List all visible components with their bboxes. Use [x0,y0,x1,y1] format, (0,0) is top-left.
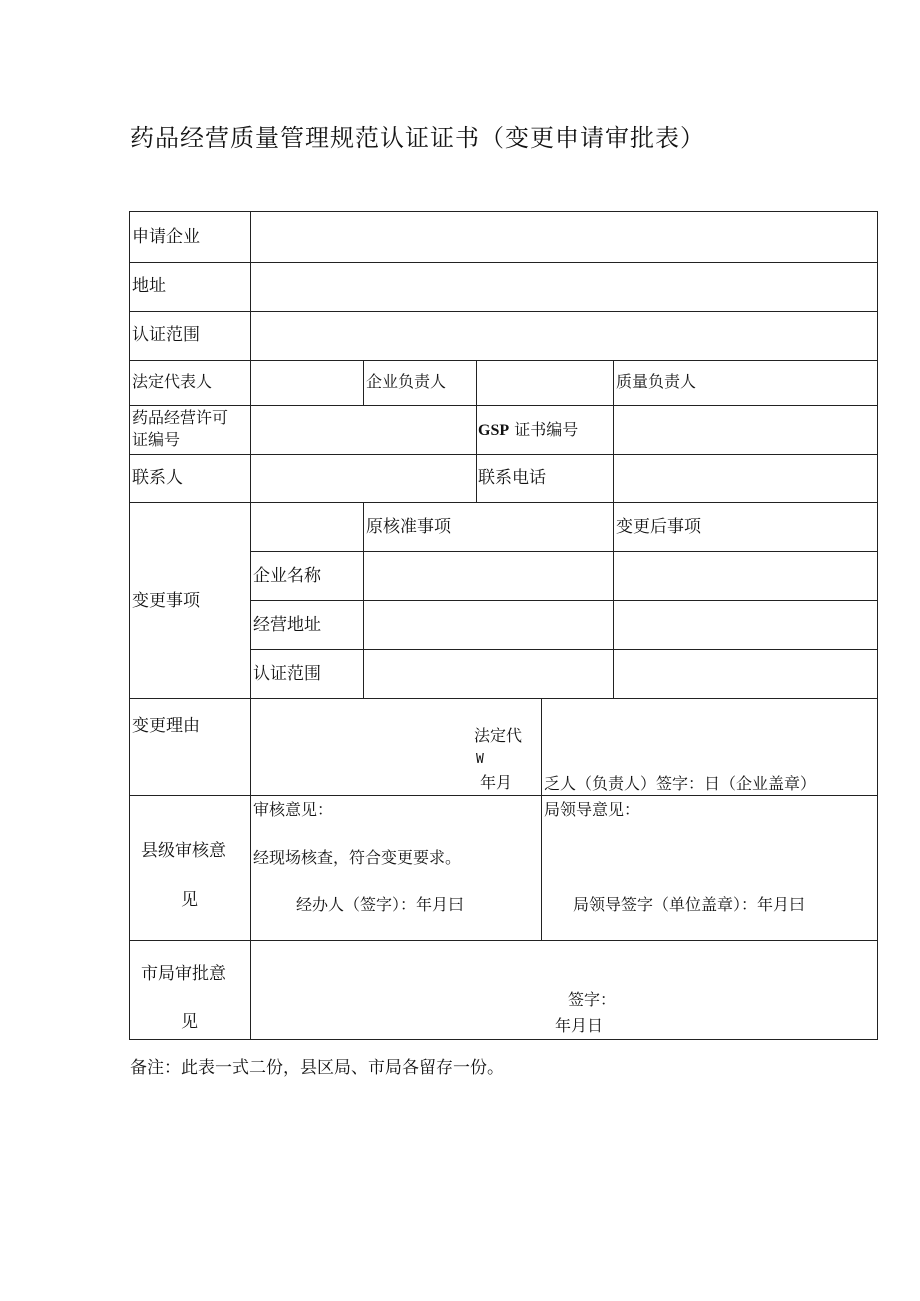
original-items-header: 原核准事项 [366,517,451,537]
leader-signature: 局领导签字（单位盖章）：年月曰 [573,895,806,914]
col-divider [250,212,251,1039]
row-divider [250,649,877,650]
reason-sig-date: 年月 [480,773,513,792]
quality-head-label: 质量负责人 [616,372,697,391]
address-label: 地址 [132,276,166,296]
row-divider [130,454,877,455]
city-signature: 签字： [568,990,617,1009]
county-opinion-label-line2: 见 [181,890,198,910]
leader-opinion-title: 局领导意见： [544,800,641,819]
contact-phone-label: 联系电话 [478,468,546,488]
license-no-label-line2: 证编号 [132,430,181,449]
gsp-cert-no-label [478,420,578,441]
col-divider [613,502,614,698]
change-item-scope: 认证范围 [253,664,321,684]
gsp-prefix: GSP [478,422,510,439]
city-approval-label-line2: 见 [181,1012,198,1032]
after-items-header: 变更后事项 [616,517,701,537]
reason-sig-line1: 法定代 [474,726,523,745]
legal-rep-label: 法定代表人 [132,372,213,391]
city-date: 年月日 [555,1016,604,1035]
row-divider [250,551,877,552]
row-divider [130,311,877,312]
gsp-suffix: 证书编号 [514,420,579,439]
change-item-address: 经营地址 [253,615,321,635]
enterprise-head-label: 企业负责人 [366,372,447,391]
col-divider [613,360,614,502]
application-form-table [129,211,878,1040]
applicant-label: 申请企业 [132,227,200,247]
row-divider [250,600,877,601]
handler-signature: 经办人（签字）：年月曰 [296,895,465,914]
review-opinion-title: 审核意见： [253,800,334,819]
county-opinion-label-line1: 县级审核意 [141,841,226,861]
footnote: 备注：此表一式二份，县区局、市局各留存一份。 [130,1058,504,1078]
change-items-label: 变更事项 [132,591,200,611]
row-divider [130,262,877,263]
license-no-label-line1: 药品经营许可 [132,408,229,427]
change-item-name: 企业名称 [253,566,321,586]
row-divider [130,795,877,796]
row-divider [130,360,877,361]
col-divider [541,698,542,940]
reason-sig-line3: 乏人（负责人）签字：日（企业盖章） [544,774,817,793]
row-divider [130,502,877,503]
col-divider [363,502,364,698]
reason-label: 变更理由 [132,716,200,736]
col-divider [363,360,364,405]
col-divider [476,360,477,502]
row-divider [130,405,877,406]
reason-sig-line2: W [476,752,484,767]
scope-label: 认证范围 [132,325,200,345]
row-divider [130,940,877,941]
review-opinion-text: 经现场核查，符合变更要求。 [253,848,462,867]
row-divider [130,698,877,699]
contact-label: 联系人 [132,468,183,488]
city-approval-label-line1: 市局审批意 [141,964,226,984]
form-title: 药品经营质量管理规范认证证书（变更申请审批表） [130,124,705,152]
